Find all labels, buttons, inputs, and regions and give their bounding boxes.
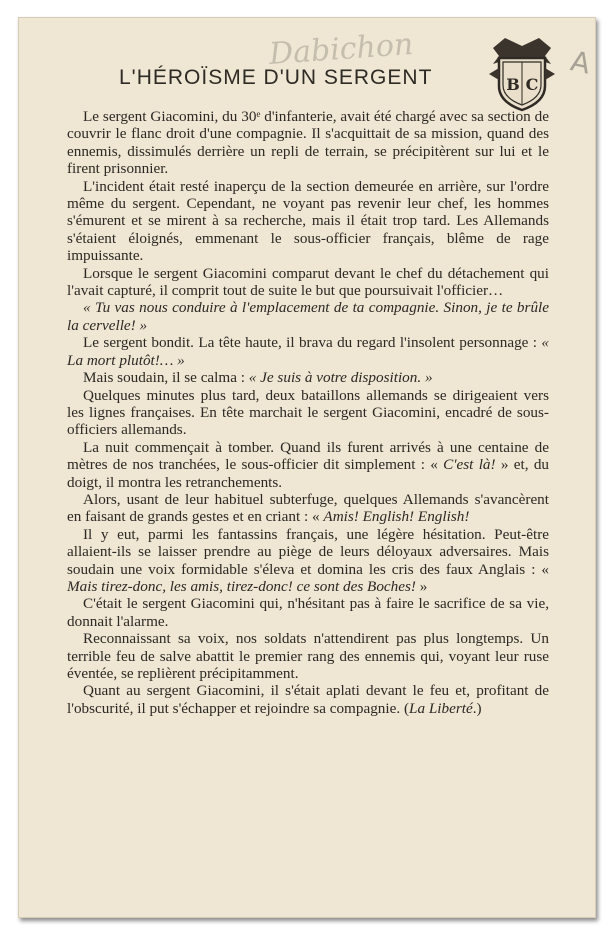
- paragraph: [67, 439, 549, 491]
- paragraph: [67, 595, 549, 630]
- text-run: »: [415, 577, 428, 595]
- italic-text: « La mort plutôt!… »: [67, 334, 549, 369]
- text-run: Quant au sergent Giacomini, il s'était aplati devant le feu et, profitant de l'obscurité, il put s'échapper et rejoindre sa compagnie. (: [67, 682, 549, 717]
- paragraph: [67, 369, 549, 386]
- text-run: Il y eut, parmi les fantassins français, une légère hésitation. Peut-être allaient-ils se laisser prendre au piège de leurs déloyaux adversaires. Mais soudain une voix formidable s'éleva et domina les cris des faux Anglais : «: [67, 525, 549, 578]
- story-text: [67, 108, 549, 717]
- paragraph: [67, 526, 549, 596]
- paragraph: [67, 265, 549, 300]
- text-run: Reconnaissant sa voix, nos soldats n'attendirent pas plus longtemps. Un terrible feu de salve abattit le premier rang des ennemis qui, voyant leur ruse éventée, se replièrent précipitamment.: [67, 630, 549, 682]
- crest-letter-right: C: [525, 75, 539, 94]
- page-title: L'HÉROÏSME D'UN SERGENT: [119, 66, 433, 89]
- paragraph: [67, 387, 549, 439]
- paragraph: [67, 178, 549, 265]
- text-run: Le sergent bondit. La tête haute, il brava du regard l'insolent personnage :: [83, 334, 542, 352]
- handwritten-mark: A: [567, 44, 594, 81]
- text-run: » et, du doigt, il montra les retranchements.: [67, 456, 550, 491]
- crest-letter-left: B: [506, 75, 520, 94]
- text-run: .): [472, 699, 482, 717]
- text-run: Alors, usant de leur habituel subterfuge, quelques Allemands s'avancèrent en faisant de grands gestes et en criant : «: [67, 490, 549, 526]
- paragraph: [67, 108, 549, 178]
- text-run: L'incident était resté inaperçu de la section demeurée en arrière, sur l'ordre même du sergent. Cependant, ne voyant pas revenir leur chef, les hommes s'émurent et se mirent à sa recherche, mais il était trop tard. Les Allemands s'étaient éloignés, emmenant le sous-officier français, blême de rage impuissante.: [67, 177, 549, 265]
- paragraph: [67, 630, 549, 682]
- paragraph: [67, 334, 549, 369]
- postcard: [18, 17, 596, 918]
- italic-text: C'est là!: [443, 456, 496, 474]
- italic-text: Amis! English! English!: [323, 508, 470, 526]
- text-run: C'était le sergent Giacomini qui, n'hésitant pas à faire le sacrifice de sa vie, donnait l'alarme.: [67, 595, 549, 630]
- text-run: La nuit commençait à tomber. Quand ils furent arrivés à une centaine de mètres de nos tranchées, le sous-officier dit simplement : «: [67, 438, 549, 474]
- paragraph: [67, 299, 549, 334]
- italic-text: Mais tirez-donc, les amis, tirez-donc! ce sont des Boches!: [67, 577, 416, 595]
- italic-text: « Je suis à votre disposition. »: [248, 369, 433, 387]
- text-run: Le sergent Giacomini, du 30ᵉ d'infanterie, avait été chargé avec sa section de couvrir le flanc droit d'une compagnie. Il s'acquittait de sa mission, quand des ennemis, dissimulés derrière un repli de terrain, se précipitèrent sur lui et le firent prisonnier.: [67, 108, 549, 178]
- text-run: Quelques minutes plus tard, deux bataillons allemands se dirigeaient vers les lignes françaises. En tête marchait le sergent Giacomini, encadré de sous-officiers allemands.: [67, 386, 549, 439]
- italic-text: « Tu vas nous conduire à l'emplacement de ta compagnie. Sinon, je te brûle la cervelle! »: [67, 299, 549, 334]
- paragraph: [67, 682, 549, 717]
- crest-emblem-icon: [485, 34, 559, 114]
- italic-text: La Liberté: [409, 699, 473, 717]
- text-run: Mais soudain, il se calma :: [83, 369, 249, 387]
- handwritten-note: Dabichon: [267, 27, 415, 72]
- paragraph: [67, 491, 549, 526]
- text-run: Lorsque le sergent Giacomini comparut devant le chef du détachement qui l'avait capturé, il comprit tout de suite le but que poursuivait l'officier…: [67, 264, 549, 300]
